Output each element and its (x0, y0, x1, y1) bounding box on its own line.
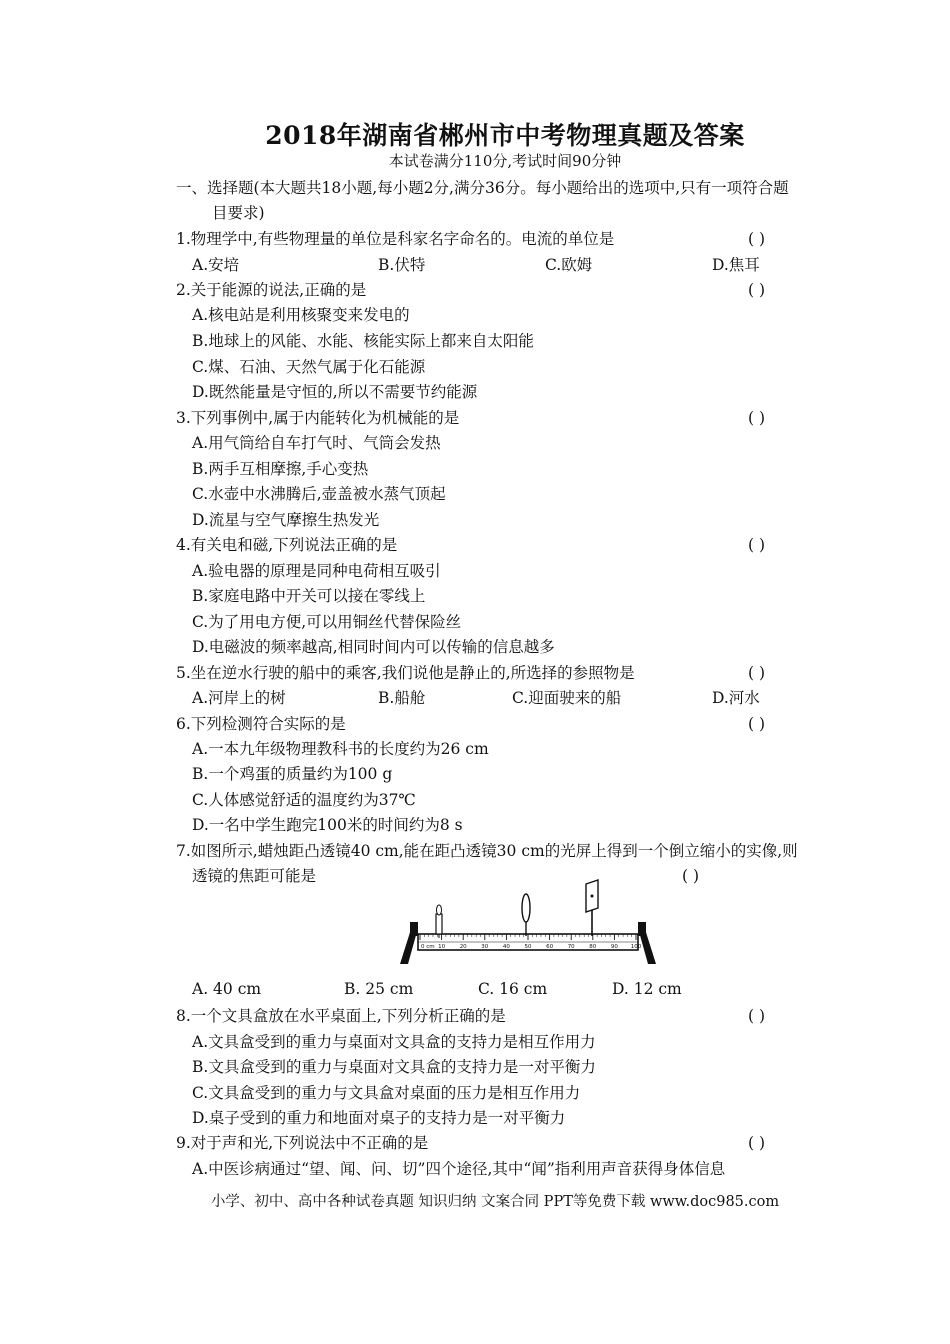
q3-stem: 3.下列事例中,属于内能转化为机械能的是 (176, 409, 460, 427)
right-bench-post (638, 922, 646, 936)
q4-option-b: B.家庭电路中开关可以接在零线上 (192, 587, 426, 605)
q6-answer-bracket: ( ) (748, 715, 766, 733)
q7-stem-line1: 7.如图所示,蜡烛距凸透镜40 cm,能在距凸透镜30 cm的光屏上得到一个倒立缩小的实像,则 (176, 842, 798, 860)
q1-answer-bracket: ( ) (748, 230, 766, 248)
q7-option-a: A. 40 cm (192, 980, 262, 998)
q7-option-c: C. 16 cm (478, 980, 548, 998)
ruler-tick-label: 60 (546, 944, 554, 950)
q9-option-a: A.中医诊病通过“望、闻、问、切”四个途径,其中“闻”指利用声音获得身体信息 (192, 1160, 726, 1178)
q6-option-b: B.一个鸡蛋的质量约为100 g (192, 765, 393, 783)
light-screen (586, 880, 598, 936)
q4-option-a: A.验电器的原理是同种电荷相互吸引 (192, 562, 441, 580)
q1-option-b: B.伏特 (378, 256, 426, 274)
q3-option-d: D.流星与空气摩擦生热发光 (192, 511, 380, 529)
ruler-tick-label: 30 (481, 944, 489, 950)
q6-option-d: D.一名中学生跑完100米的时间约为8 s (192, 816, 463, 834)
q7-option-b: B. 25 cm (344, 980, 414, 998)
q4-stem: 4.有关电和磁,下列说法正确的是 (176, 536, 398, 554)
section-heading-line2: 目要求) (212, 204, 265, 222)
ruler-tick-label: 0 cm (421, 944, 435, 950)
q8-option-a: A.文具盒受到的重力与桌面对文具盒的支持力是相互作用力 (192, 1033, 596, 1051)
q5-option-d: D.河水 (712, 689, 760, 707)
q3-option-a: A.用气筒给自车打气时、气筒会发热 (192, 434, 441, 452)
ruler-tick-label: 90 (610, 944, 618, 950)
q4-answer-bracket: ( ) (748, 536, 766, 554)
q1-option-a: A.安培 (192, 256, 240, 274)
q5-answer-bracket: ( ) (748, 664, 766, 682)
q1-option-c: C.欧姆 (545, 256, 593, 274)
q8-answer-bracket: ( ) (748, 1007, 766, 1025)
q6-stem: 6.下列检测符合实际的是 (176, 715, 346, 733)
q2-answer-bracket: ( ) (748, 281, 766, 299)
q5-option-c: C.迎面驶来的船 (512, 689, 622, 707)
optical-bench-figure (398, 876, 658, 968)
page-footer: 小学、初中、高中各种试卷真题 知识归纳 文案合同 PPT等免费下载 www.doc985.com (210, 1194, 780, 1210)
q1-stem: 1.物理学中,有些物理量的单位是科家名字命名的。电流的单位是 (176, 230, 615, 248)
q4-option-d: D.电磁波的频率越高,相同时间内可以传输的信息越多 (192, 638, 555, 656)
q9-stem: 9.对于声和光,下列说法中不正确的是 (176, 1134, 429, 1152)
q5-option-b: B.船舱 (378, 689, 426, 707)
q5-option-a: A.河岸上的树 (192, 689, 286, 707)
ruler-tick-label: 50 (524, 944, 532, 950)
ruler-tick-label: 80 (589, 944, 597, 950)
left-bench-post (410, 922, 418, 936)
q3-answer-bracket: ( ) (748, 409, 766, 427)
q9-answer-bracket: ( ) (748, 1134, 766, 1152)
q7-answer-bracket: ( ) (682, 867, 700, 885)
q2-option-b: B.地球上的风能、水能、核能实际上都来自太阳能 (192, 332, 534, 350)
ruler-tick-label: 40 (502, 944, 510, 950)
q7-option-d: D. 12 cm (612, 980, 682, 998)
q1-option-d: D.焦耳 (712, 256, 760, 274)
ruler-tick-label: 20 (459, 944, 467, 950)
section-heading-line1: 一、选择题(本大题共18小题,每小题2分,满分36分。每小题给出的选项中,只有一项符合题 (176, 179, 789, 197)
convex-lens (522, 894, 530, 936)
q4-option-c: C.为了用电方便,可以用铜丝代替保险丝 (192, 613, 462, 631)
ruler-tick-label: 100 (630, 944, 642, 950)
q8-option-c: C.文具盒受到的重力与文具盒对桌面的压力是相互作用力 (192, 1084, 581, 1102)
candle (436, 905, 442, 938)
ruler-tick-label: 10 (438, 944, 446, 950)
q6-option-c: C.人体感觉舒适的温度约为37℃ (192, 791, 416, 809)
exam-subtitle: 本试卷满分110分,考试时间90分钟 (388, 152, 622, 170)
q2-option-a: A.核电站是利用核聚变来发电的 (192, 306, 410, 324)
q3-option-b: B.两手互相摩擦,手心变热 (192, 460, 369, 478)
q8-option-b: B.文具盒受到的重力与桌面对文具盒的支持力是一对平衡力 (192, 1058, 596, 1076)
q6-option-a: A.一本九年级物理教科书的长度约为26 cm (192, 740, 489, 758)
q2-option-d: D.既然能量是守恒的,所以不需要节约能源 (192, 383, 478, 401)
q7-stem-line2: 透镜的焦距可能是 (192, 867, 317, 885)
q5-stem: 5.坐在逆水行驶的船中的乘客,我们说他是静止的,所选择的参照物是 (176, 664, 635, 682)
page-title: 2018年湖南省郴州市中考物理真题及答案 (265, 121, 745, 150)
q3-option-c: C.水壶中水沸腾后,壶盖被水蒸气顶起 (192, 485, 446, 503)
q8-option-d: D.桌子受到的重力和地面对桌子的支持力是一对平衡力 (192, 1109, 566, 1127)
q2-option-c: C.煤、石油、天然气属于化石能源 (192, 358, 426, 376)
q8-stem: 8.一个文具盒放在水平桌面上,下列分析正确的是 (176, 1007, 506, 1025)
q2-stem: 2.关于能源的说法,正确的是 (176, 281, 367, 299)
ruler-tick-label: 70 (567, 944, 575, 950)
